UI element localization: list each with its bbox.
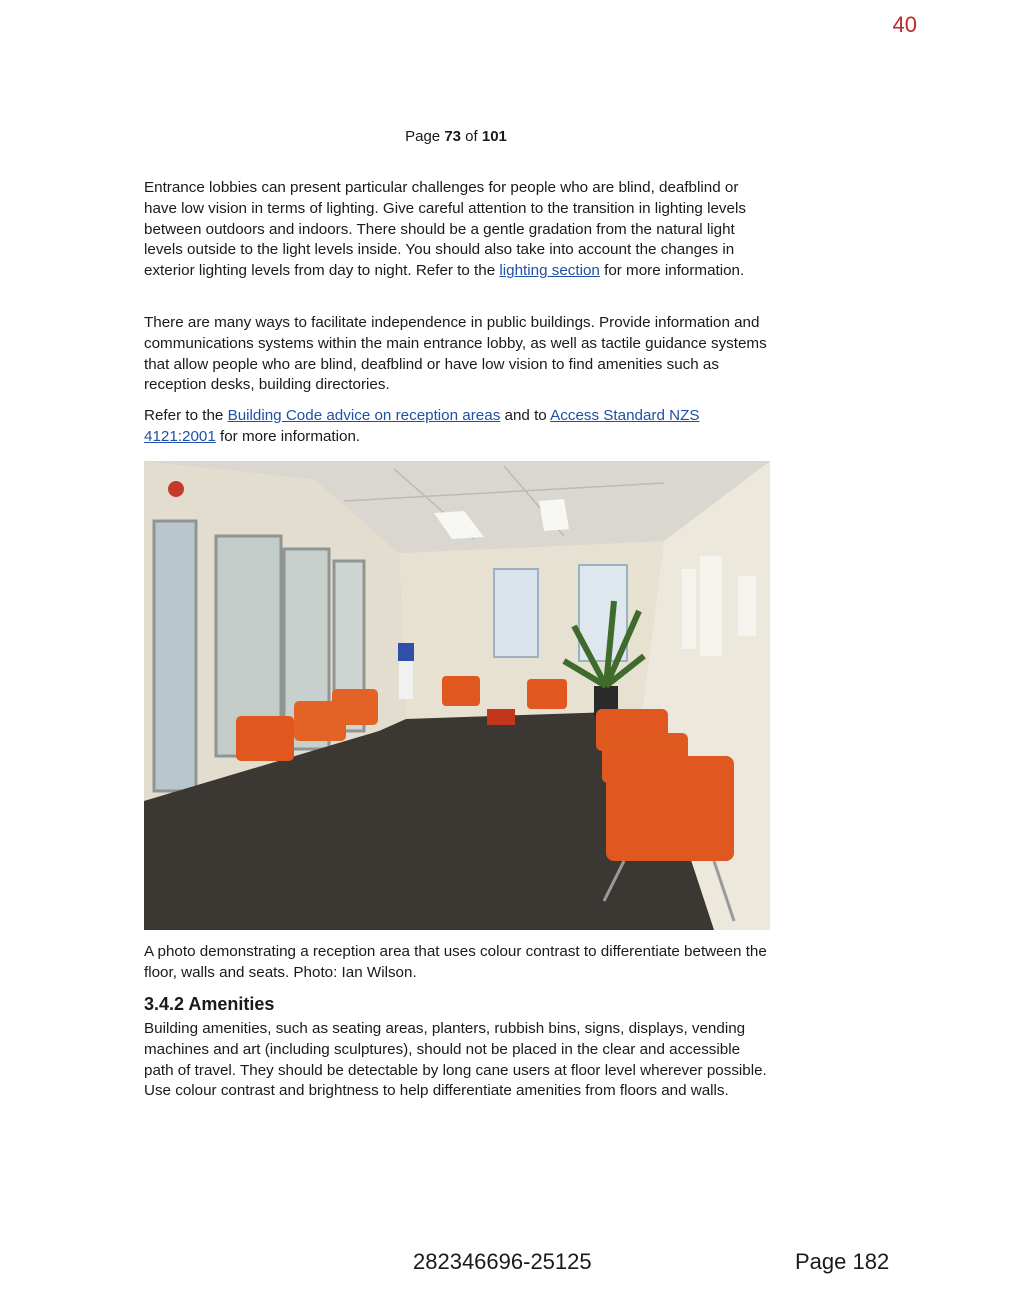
footer-page-number: Page 182: [795, 1249, 890, 1274]
orange-chair: [442, 676, 480, 706]
total-pages: 101: [481, 128, 507, 145]
orange-chair: [606, 756, 734, 861]
wall-notice: [682, 569, 696, 649]
water-bottle: [398, 643, 414, 661]
photo-caption: A photo demonstrating a reception area that uses colour contrast to differentiate between the floor, walls and seats. Photo: Ian Wilson.: [144, 943, 767, 981]
current-page: 73: [444, 128, 461, 145]
ceiling-light: [539, 499, 569, 531]
section-heading: 3.4.2 Amenities: [144, 994, 275, 1014]
paragraph-references: [144, 406, 772, 448]
building-code-link[interactable]: Building Code advice on reception areas: [227, 407, 501, 424]
side-table: [487, 709, 515, 725]
paragraph-lighting: [144, 178, 772, 282]
paragraph-text: Entrance lobbies can present particular challenges for people who are blind, deafblind or have low vision in terms of lighting. Give careful attention to the transition in lighting levels between outdoors and indoors. There should be a gentle gradation from the natural light levels outside to the light levels inside. You should also take into account the changes in exterior lighting levels from day to night. Refer to the: [144, 179, 746, 280]
orange-chair: [332, 689, 378, 725]
paragraph-text: Refer to the: [144, 407, 228, 424]
glass-door: [154, 521, 196, 791]
window: [494, 569, 538, 657]
reception-photo-illustration: [144, 461, 770, 930]
access-standard-link[interactable]: Access Standard NZS 4121:2001: [144, 407, 700, 445]
reception-area-photo: [144, 461, 770, 930]
page-of-text: of: [461, 128, 482, 145]
paragraph-independence: There are many ways to facilitate independence in public buildings. Provide information and communications systems within the main entrance lobby, as well as tactile guidance systems that allow people who are blind, deafblind or have low vision to find amenities such as reception desks, building directories.: [144, 314, 767, 394]
paragraph-text: and to: [500, 407, 551, 424]
paragraph-text: for more information.: [215, 427, 361, 445]
page-header: [0, 128, 912, 145]
paragraph-amenities: Building amenities, such as seating areas, planters, rubbish bins, signs, displays, vending machines and art (including sculptures), should not be placed in the clear and accessible path of travel. They should be detectable by long cane users at floor level wherever possible. Use colour contrast and brightness to help differentiate amenities from floors and walls.: [144, 1020, 767, 1100]
wall-notice: [700, 556, 722, 656]
paragraph-text: for more information.: [599, 262, 745, 280]
orange-chair: [527, 679, 567, 709]
orange-chair: [236, 716, 294, 761]
page-prefix: Page: [405, 128, 445, 145]
stamped-page-number: 40: [892, 12, 917, 37]
fire-alarm: [168, 481, 184, 497]
lighting-section-link[interactable]: lighting section: [499, 262, 600, 280]
footer-document-id: 282346696-25125: [413, 1249, 592, 1274]
wall-notice: [738, 576, 756, 636]
